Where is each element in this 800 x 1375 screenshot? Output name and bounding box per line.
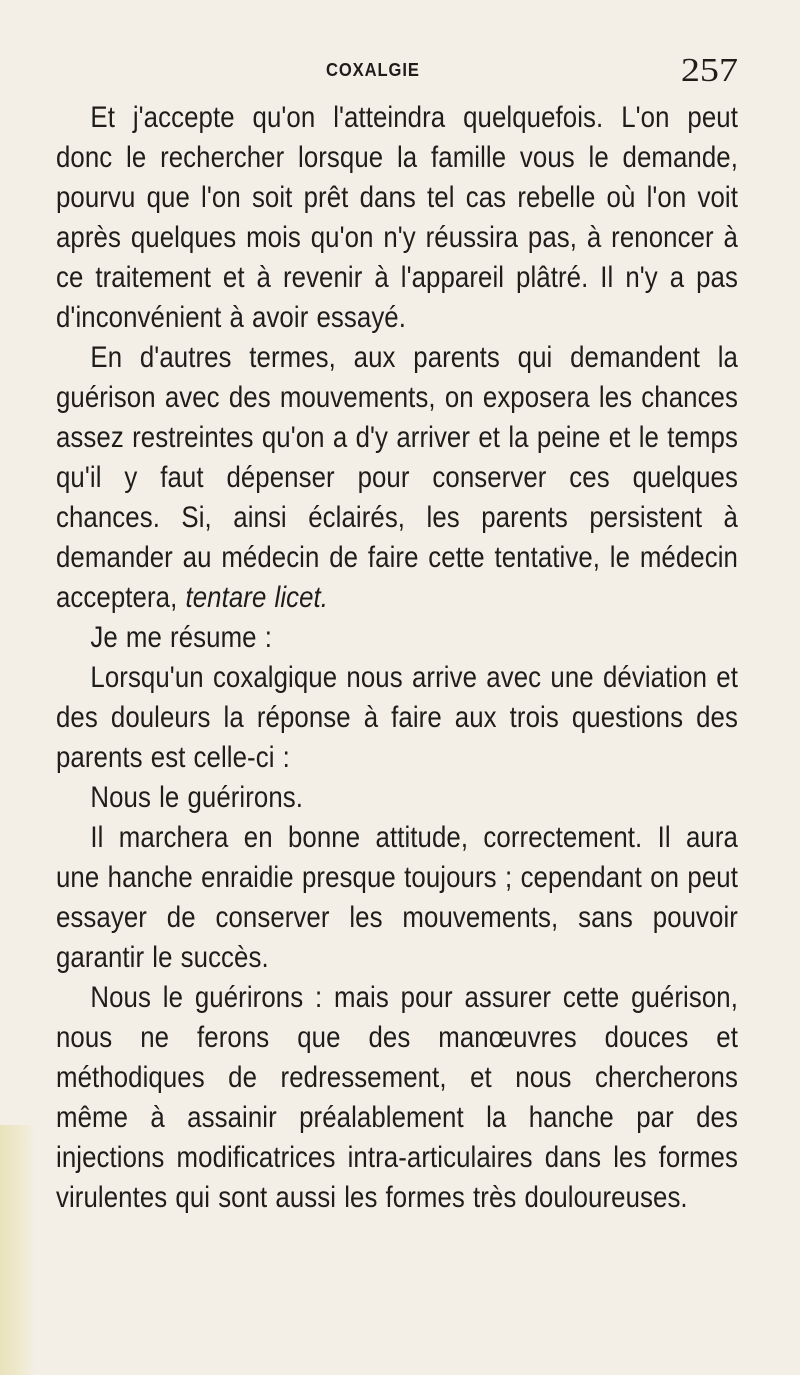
- body-text: [56, 98, 738, 1218]
- paragraph-5: Nous le guérirons.: [90, 781, 304, 814]
- paragraph-7: Nous le guérirons : mais pour assurer cette guérison, nous ne ferons que des manœuvres douces et méthodiques de redressement, et nous chercherons même à assainir préalablement la hanche par des injections modificatrices intra-articulaires dans les formes virulentes qui sont aussi les formes très douloureuses.: [56, 981, 738, 1214]
- latin-phrase: tentare licet.: [185, 581, 329, 614]
- paragraph-2-text: En d'autres termes, aux parents qui demandent la guérison avec des mouvements, on exposera les chances assez restreintes qu'on a d'y arriver et la peine et le temps qu'il y faut dépenser pour conserver ces quelques chances. Si, ainsi éclairés, les parents persistent à demander au médecin de faire cette tentative, le médecin acceptera,: [56, 341, 738, 614]
- page-edge-shadow: [0, 1125, 36, 1375]
- running-head: [56, 52, 738, 92]
- page-number: 257: [680, 52, 738, 89]
- paragraph-6: Il marchera en bonne attitude, correctement. Il aura une hanche enraidie presque toujours ; cependant on peut essayer de conserver les mouvements, sans pouvoir garantir le succès.: [56, 821, 738, 974]
- paragraph-2: [56, 338, 738, 618]
- paragraph-1: Et j'accepte qu'on l'atteindra quelquefois. L'on peut donc le rechercher lorsque la famille vous le demande, pourvu que l'on soit prêt dans tel cas rebelle où l'on voit après quelques mois qu'on n'y réussira pas, à renoncer à ce traitement et à revenir à l'appareil plâtré. Il n'y a pas d'inconvénient à avoir essayé.: [56, 101, 738, 334]
- running-title: COXALGIE: [326, 60, 420, 80]
- paragraph-3: Je me résume :: [90, 621, 272, 654]
- paragraph-4: Lorsqu'un coxalgique nous arrive avec une déviation et des douleurs la réponse à faire aux trois questions des parents est celle-ci :: [56, 661, 738, 774]
